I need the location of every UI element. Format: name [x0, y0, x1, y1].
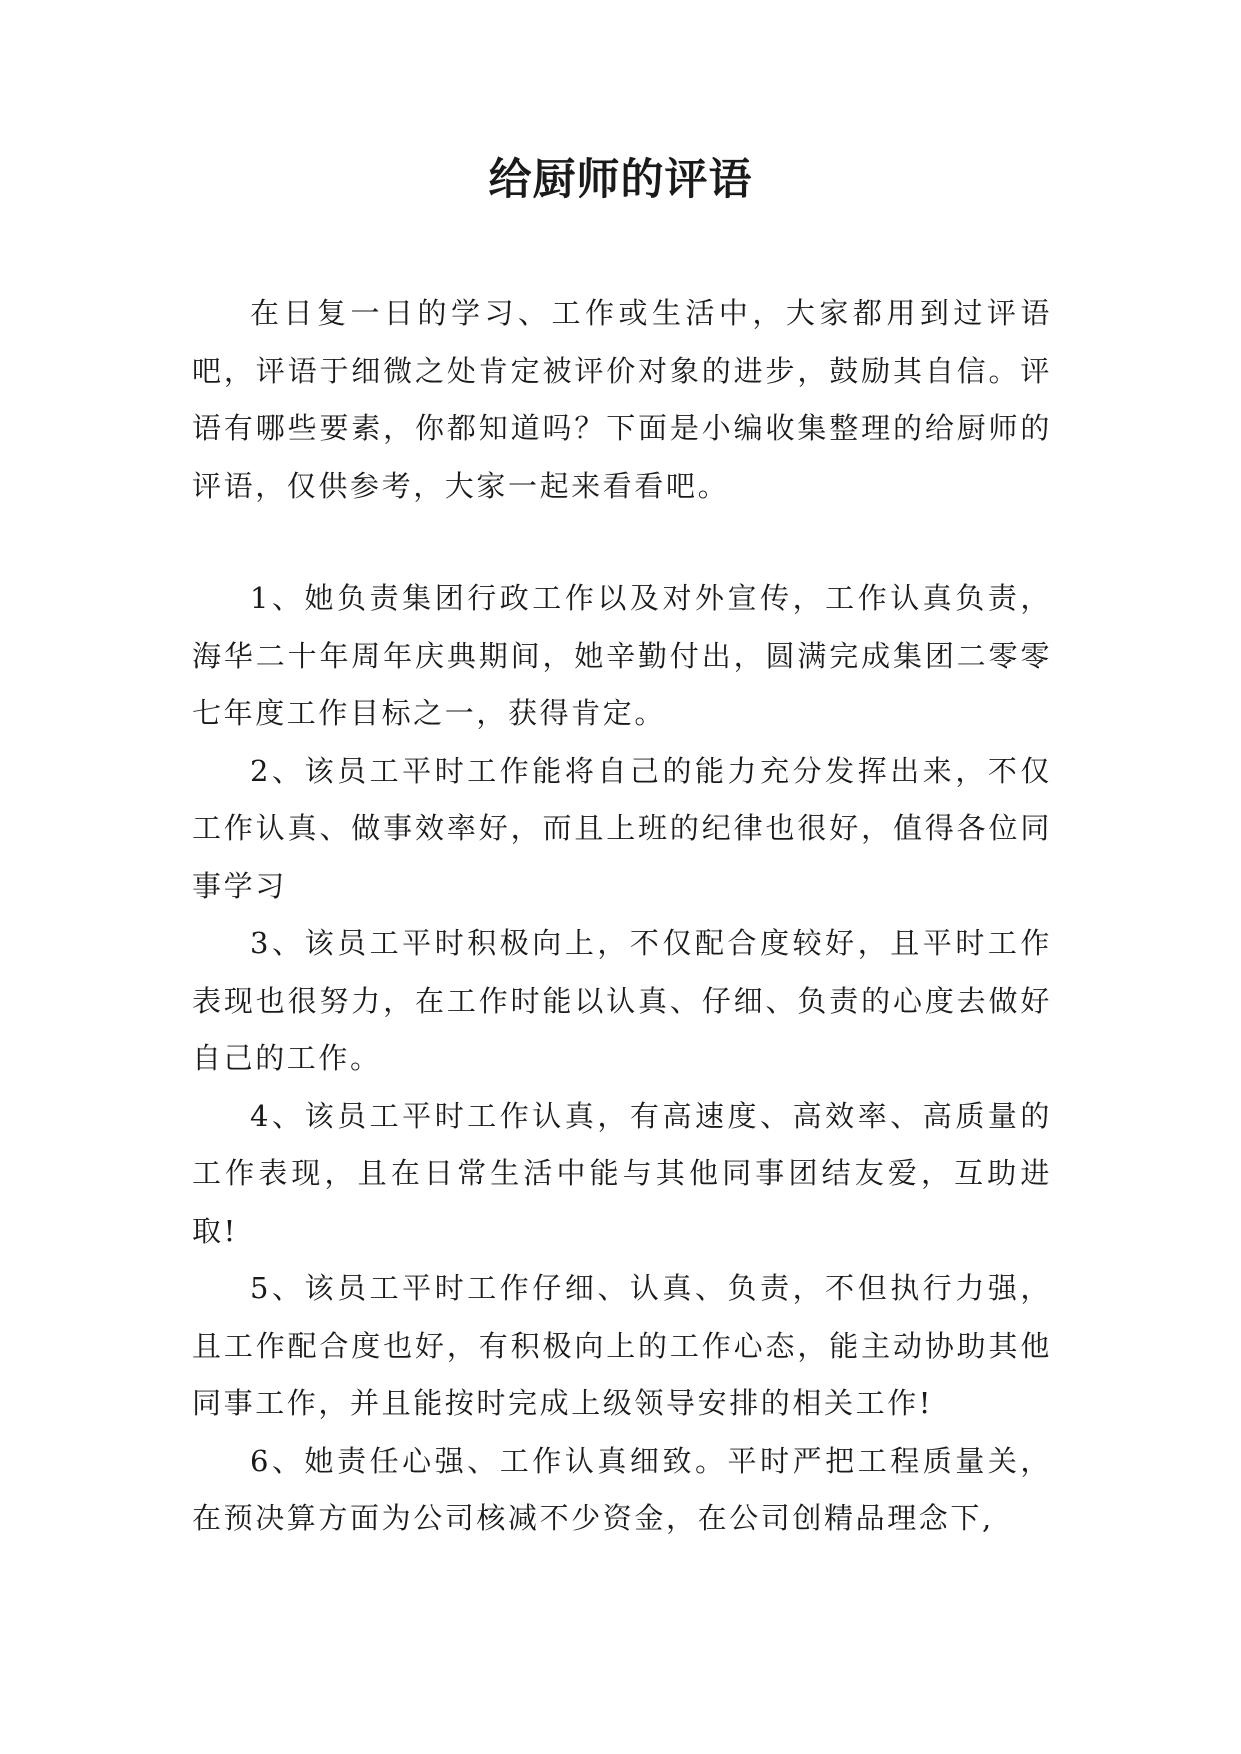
comment-item-5: 5、该员工平时工作仔细、认真、负责，不但执行力强，且工作配合度也好，有积极向上的工作心态，能主动协助其他同事工作，并且能按时完成上级领导安排的相关工作! [192, 1271, 1052, 1420]
comment-item-4: 4、该员工平时工作认真，有高速度、高效率、高质量的工作表现，且在日常生活中能与其他同事团结友爱，互助进取! [192, 1098, 1052, 1248]
comment-item-6: 6、她责任心强、工作认真细致。平时严把工程质量关，在预决算方面为公司核减不少资金，在公司创精品理念下, [192, 1443, 1052, 1535]
document-body [192, 285, 1052, 1548]
comment-item-3: 3、该员工平时积极向上，不仅配合度较好，且平时工作表现也很努力，在工作时能以认真、仔细、负责的心度去做好自己的工作。 [192, 926, 1052, 1075]
comment-item-1: 1、她负责集团行政工作以及对外宣传，工作认真负责，海华二十年周年庆典期间，她辛勤付出，圆满完成集团二零零七年度工作目标之一，获得肯定。 [192, 581, 1052, 730]
intro-paragraph: 在日复一日的学习、工作或生活中，大家都用到过评语吧，评语于细微之处肯定被评价对象的进步，鼓励其自信。评语有哪些要素，你都知道吗？下面是小编收集整理的给厨师的评语，仅供参考，大家一起来看看吧。 [192, 296, 1052, 503]
document-title: 给厨师的评语 [488, 155, 753, 205]
comment-item-2: 2、该员工平时工作能将自己的能力充分发挥出来，不仅工作认真、做事效率好，而且上班的纪律也很好，值得各位同事学习 [192, 753, 1052, 903]
